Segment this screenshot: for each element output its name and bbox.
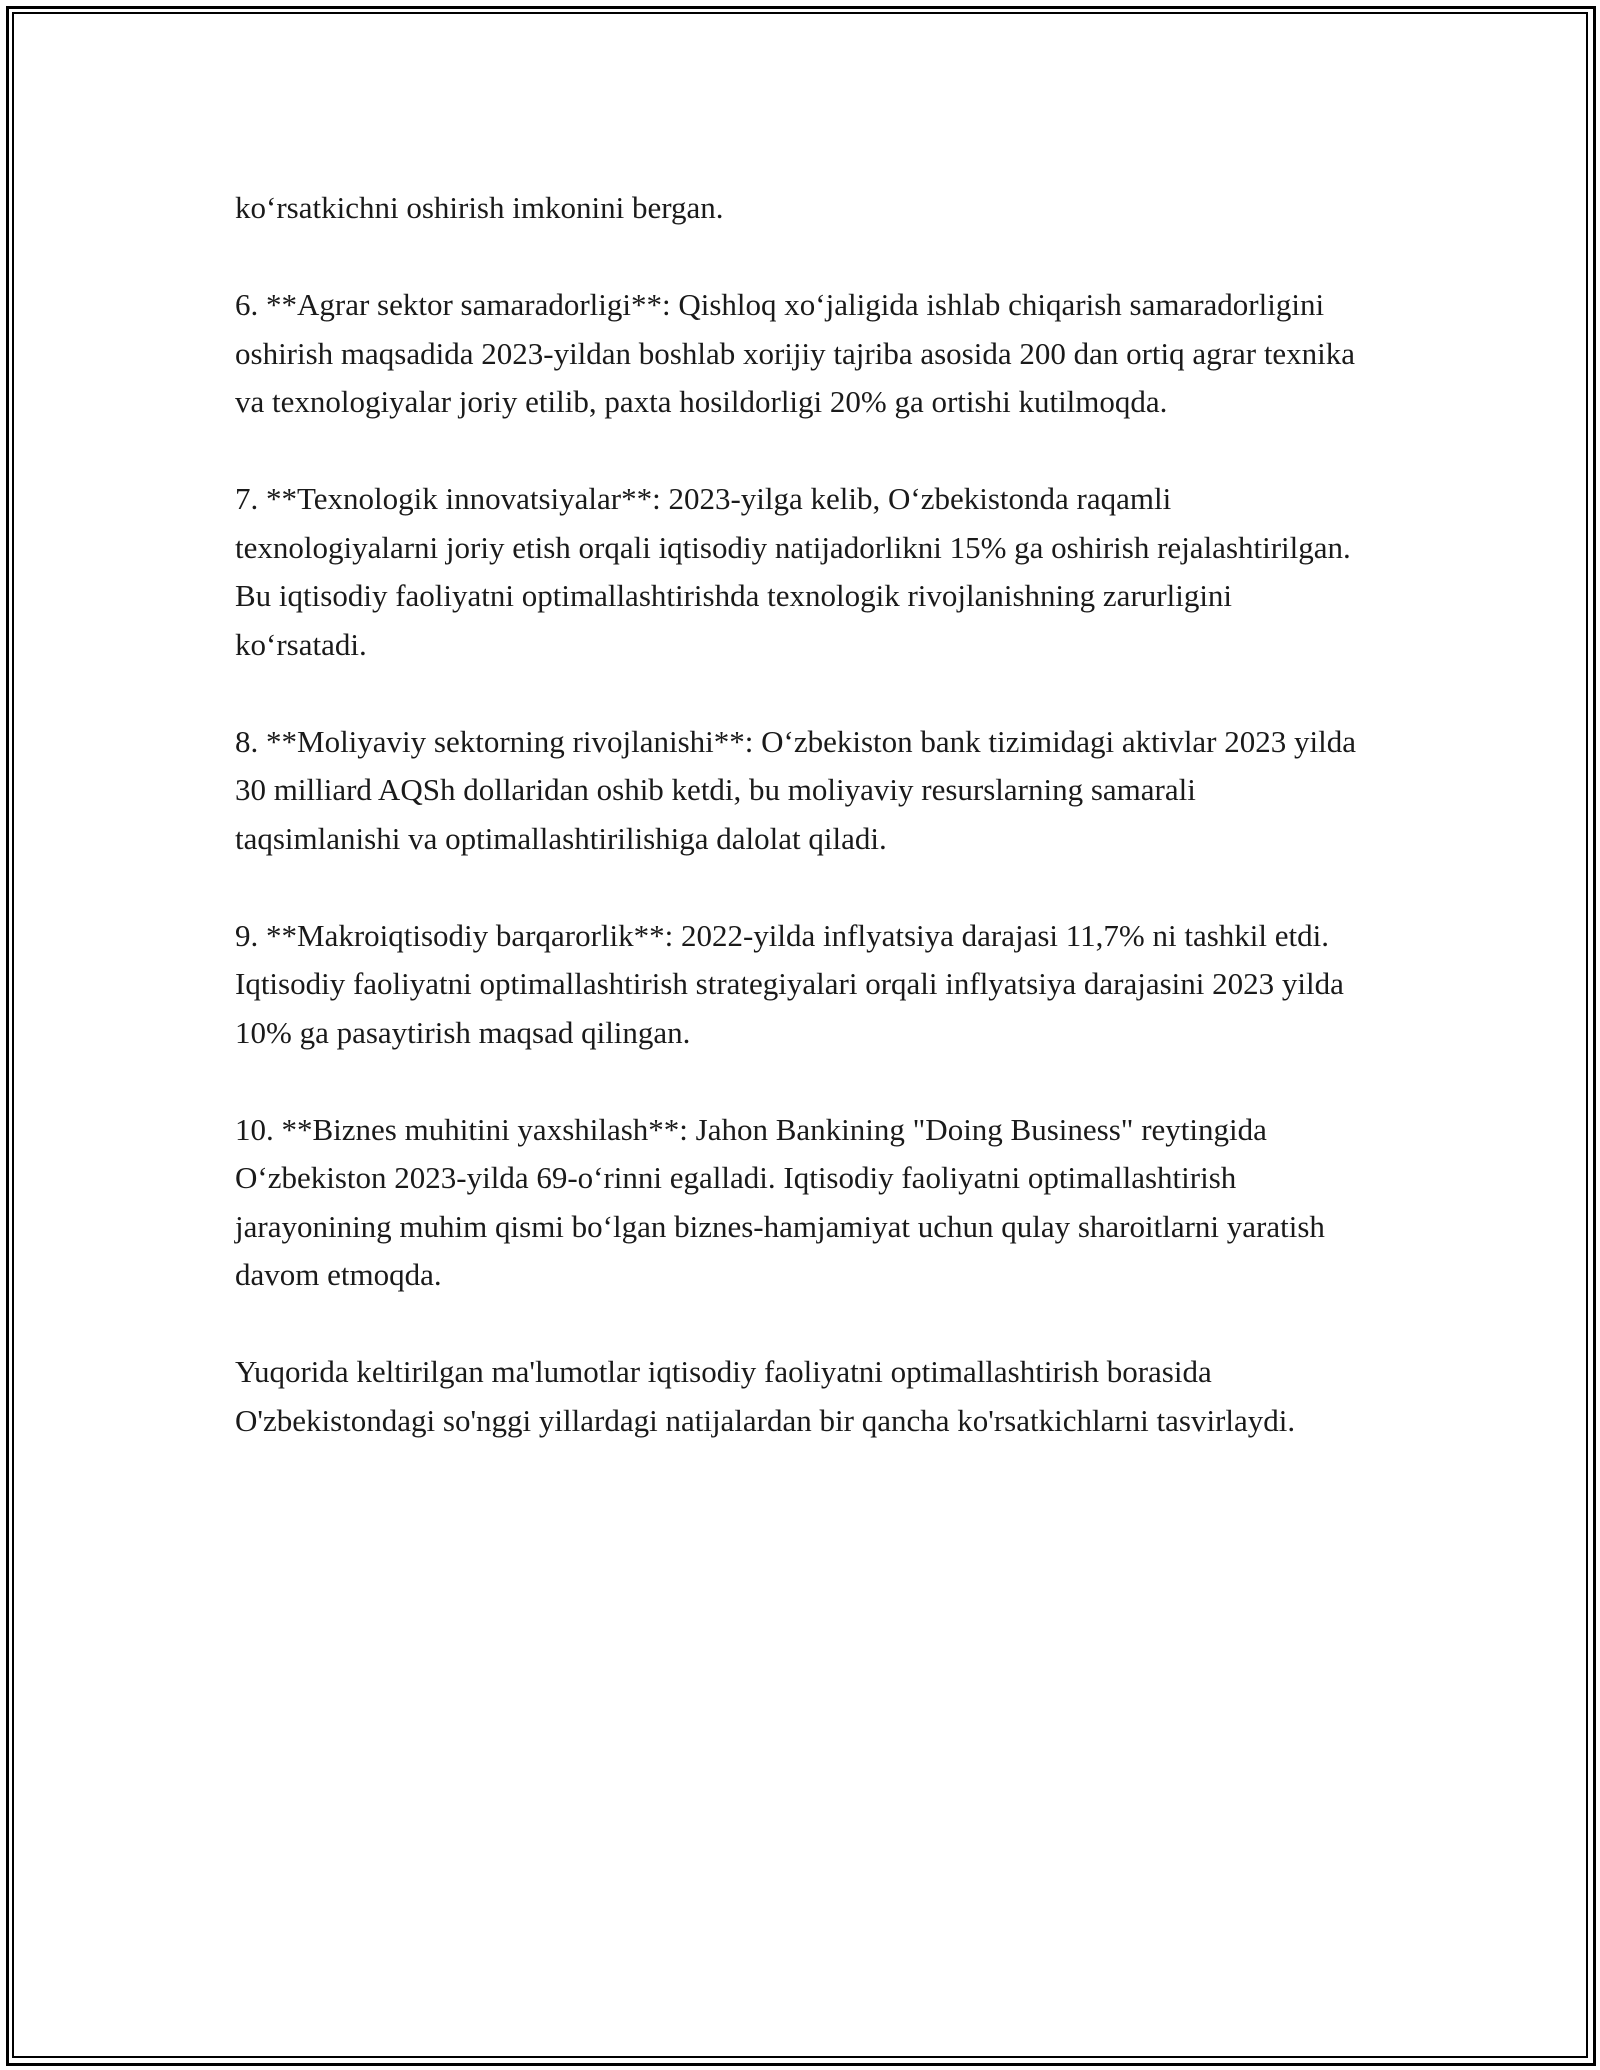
paragraph-continuation: ko‘rsatkichni oshirish imkonini bergan. [235, 190, 724, 225]
paragraph-item-10: 10. **Biznes muhitini yaxshilash**: Jahon Bankining "Doing Business" reytingida O‘zbekiston 2023-yilda 69-o‘rinni egalladi. Iqtisodiy faoliyatni optimallashtirish jarayonining muhim qismi bo‘lgan biznes-hamjamiyat uchun qulay sharoitlarni yaratish davom etmoqda. [235, 1111, 1325, 1292]
document-body [235, 184, 1365, 1494]
paragraph-item-8: 8. **Moliyaviy sektorning rivojlanishi**: O‘zbekiston bank tizimidagi aktivlar 2023 yilda 30 milliard AQSh dollaridan oshib ketdi, bu moliyaviy resurslarning samarali taqsimlanishi va optimallashtirilishiga dalolat qiladi. [235, 723, 1356, 856]
paragraph-conclusion: Yuqorida keltirilgan ma'lumotlar iqtisodiy faoliyatni optimallashtirish borasida O'zbekistondagi so'nggi yillardagi natijalardan bir qancha ko'rsatkichlarni tasvirlaydi. [235, 1354, 1296, 1438]
paragraph-item-9: 9. **Makroiqtisodiy barqarorlik**: 2022-yilda inflyatsiya darajasi 11,7% ni tashkil etdi. Iqtisodiy faoliyatni optimallashtirish strategiyalari orqali inflyatsiya darajasini 2023 yilda 10% ga pasaytirish maqsad qilingan. [235, 917, 1344, 1050]
paragraph-item-6: 6. **Agrar sektor samaradorligi**: Qishloq xo‘jaligida ishlab chiqarish samaradorligini oshirish maqsadida 2023-yildan boshlab xorijiy tajriba asosida 200 dan ortiq agrar texnika va texnologiyalar joriy etilib, paxta hosildorligi 20% ga ortishi kutilmoqda. [235, 287, 1356, 419]
paragraph-item-7: 7. **Texnologik innovatsiyalar**: 2023-yilga kelib, O‘zbekistonda raqamli texnologiyalarni joriy etish orqali iqtisodiy natijadorlikni 15% ga oshirish rejalashtirilgan. Bu iqtisodiy faoliyatni optimallashtirishda texnologik rivojlanishning zarurligini ko‘rsatadi. [235, 481, 1351, 662]
